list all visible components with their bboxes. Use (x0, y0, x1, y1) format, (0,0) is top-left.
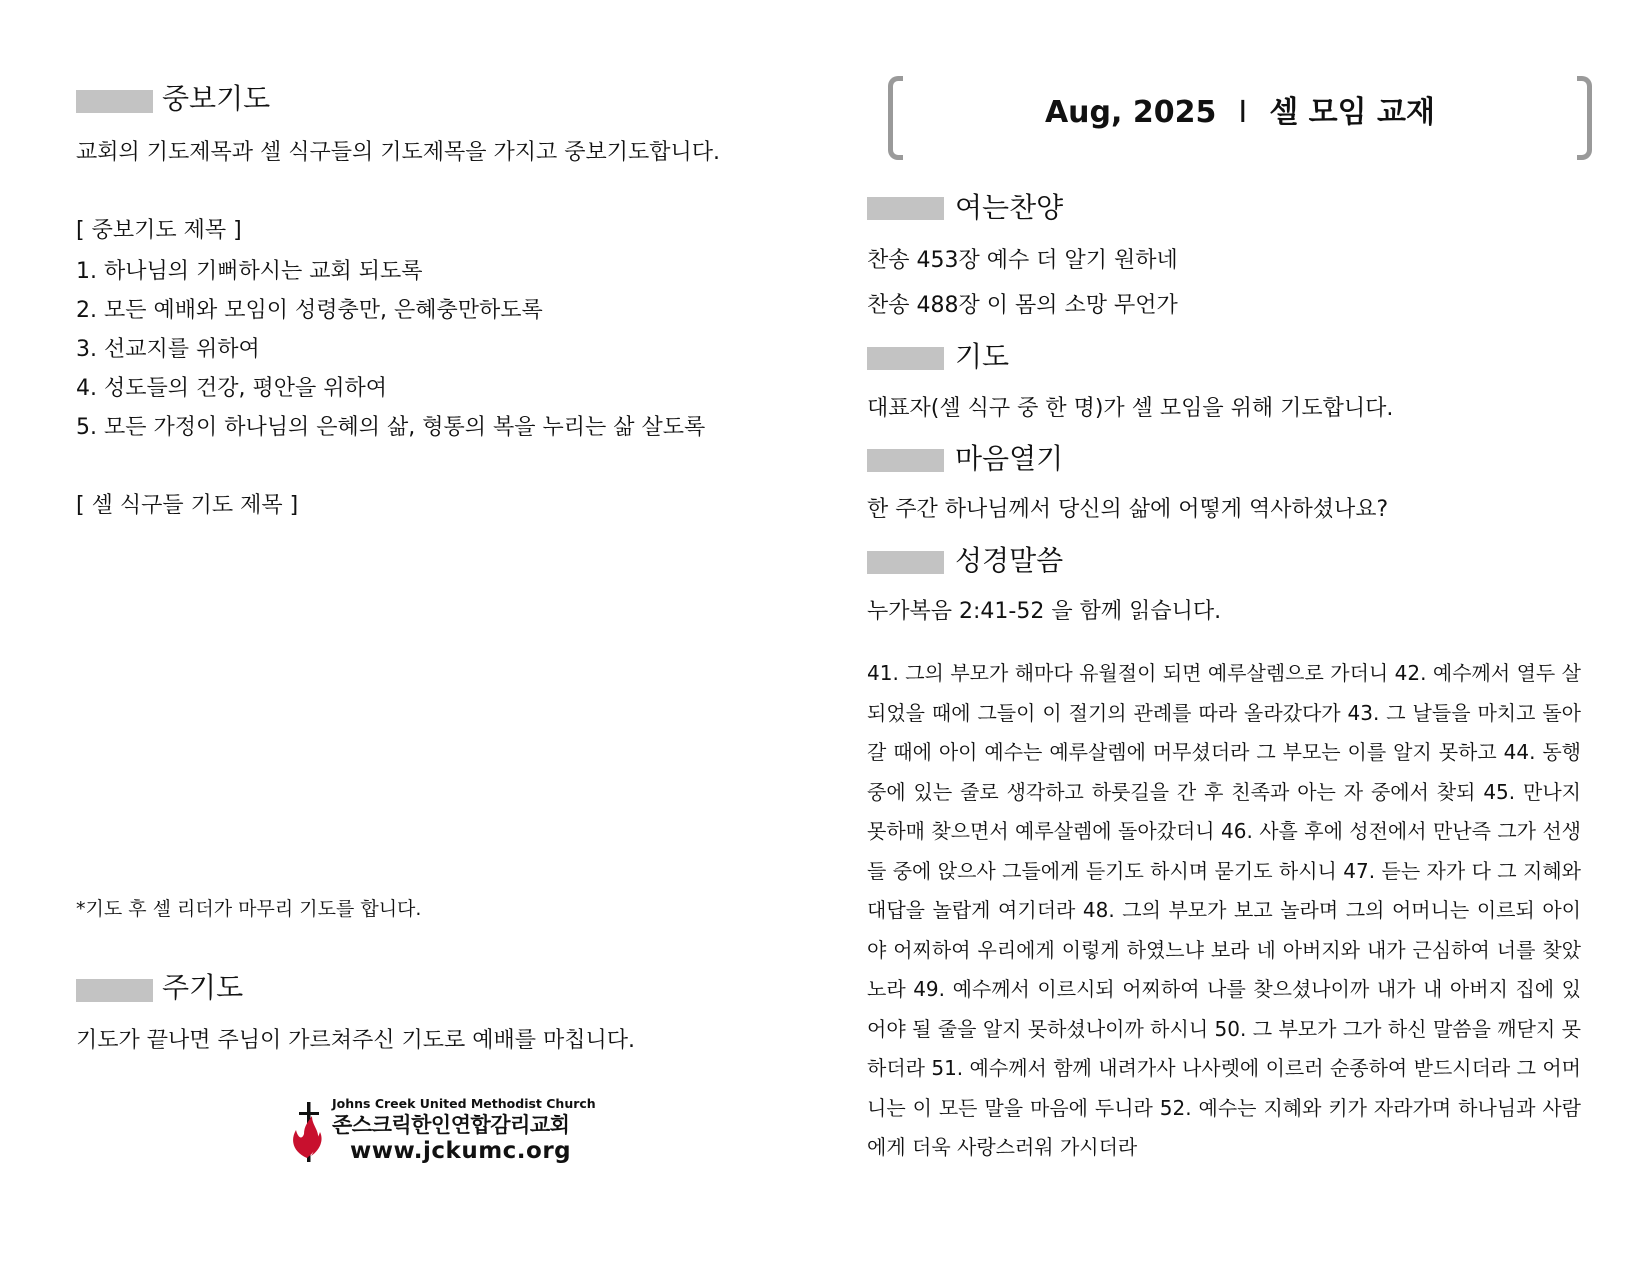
prayer-title: 기도 (955, 340, 1010, 373)
header-separator: I (1238, 95, 1248, 130)
section-marker (867, 347, 944, 370)
page-header (888, 76, 1592, 152)
closing-note: *기도 후 셀 리더가 마무리 기도를 합니다. (76, 898, 422, 920)
intercession-topics-heading: [ 중보기도 제목 ] (76, 218, 242, 243)
heart-opening-title: 마음열기 (955, 442, 1064, 475)
intercession-topic: 1. 하나님의 기뻐하시는 교회 되도록 (76, 259, 423, 284)
intercession-title: 중보기도 (162, 82, 271, 115)
intercession-topic: 3. 선교지를 위하여 (76, 337, 260, 362)
logo-english-name: Johns Creek United Methodist Church (332, 1096, 596, 1111)
cell-prayer-heading: [ 셀 식구들 기도 제목 ] (76, 493, 299, 518)
scripture-title: 성경말씀 (955, 544, 1064, 577)
church-logo (290, 1096, 596, 1166)
header-title (888, 94, 1592, 132)
section-marker (867, 197, 944, 220)
intercession-topic: 2. 모든 예배와 모임이 성령충만, 은혜충만하도록 (76, 298, 543, 323)
hymn-item: 찬송 488장 이 몸의 소망 무언가 (867, 293, 1178, 318)
heart-opening-text: 한 주간 하나님께서 당신의 삶에 어떻게 역사하셨나요? (867, 497, 1389, 522)
prayer-text: 대표자(셀 식구 중 한 명)가 셀 모임을 위해 기도합니다. (867, 396, 1394, 421)
cross-and-flame-icon (290, 1102, 328, 1162)
hymn-item: 찬송 453장 예수 더 알기 원하네 (867, 248, 1178, 273)
intercession-topic: 4. 성도들의 건강, 평안을 위하여 (76, 376, 387, 401)
section-marker (76, 90, 153, 113)
scripture-intro: 누가복음 2:41-52 을 함께 읽습니다. (867, 599, 1222, 624)
opening-hymn-title: 여는찬양 (955, 191, 1064, 224)
logo-url[interactable]: www.jckumc.org (350, 1138, 572, 1164)
lords-prayer-text: 기도가 끝나면 주님이 가르쳐주신 기도로 예배를 마칩니다. (76, 1028, 636, 1053)
header-subtitle: 셀 모임 교재 (1269, 95, 1436, 130)
intercession-topic: 5. 모든 가정이 하나님의 은혜의 삶, 형통의 복을 누리는 삶 살도록 (76, 415, 706, 440)
logo-korean-name: 존스크릭한인연합감리교회 (332, 1113, 570, 1137)
intercession-intro: 교회의 기도제목과 셀 식구들의 기도제목을 가지고 중보기도합니다. (76, 140, 721, 165)
lords-prayer-title: 주기도 (162, 971, 244, 1004)
section-marker (76, 979, 153, 1002)
scripture-passage: 41. 그의 부모가 해마다 유월절이 되면 예루살렘으로 가더니 42. 예수께서 열두 살 되었을 때에 그들이 이 절기의 관례를 따라 올라갔다가 43. 그 날들을 마치고 돌아갈 때에 아이 예수는 예루살렘에 머무셨더라 그 부모는 이를 알지 못하고 44. 동행 중에 있는 줄로 생각하고 하룻길을 간 후 친족과 아는 자 중에서 찾되 45. 만나지 못하매 찾으면서 예루살렘에 돌아갔더니 46. 사흘 후에 성전에서 만난즉 그가 선생들 중에 앉으사 그들에게 듣기도 하시며 묻기도 하시니 47. 듣는 자가 다 그 지혜와 대답을 놀랍게 여기더라 48. 그의 부모가 보고 놀라며 그의 어머니는 이르되 아이야 어찌하여 우리에게 이렇게 하였느냐 보라 네 아버지와 내가 근심하여 너를 찾았노라 49. 예수께서 이르시되 어찌하여 나를 찾으셨나이까 내가 내 아버지 집에 있어야 될 줄을 알지 못하셨나이까 하시니 50. 그 부모가 그가 하신 말씀을 깨닫지 못하더라 51. 예수께서 함께 내려가사 나사렛에 이르러 순종하여 받드시더라 그 어머니는 이 모든 말을 마음에 두니라 52. 예수는 지혜와 키가 자라가며 하나님과 사람에게 더욱 사랑스러워 가시더라 (867, 661, 1581, 1159)
header-date: Aug, 2025 (1044, 95, 1217, 130)
section-marker (867, 551, 944, 574)
section-marker (867, 449, 944, 472)
